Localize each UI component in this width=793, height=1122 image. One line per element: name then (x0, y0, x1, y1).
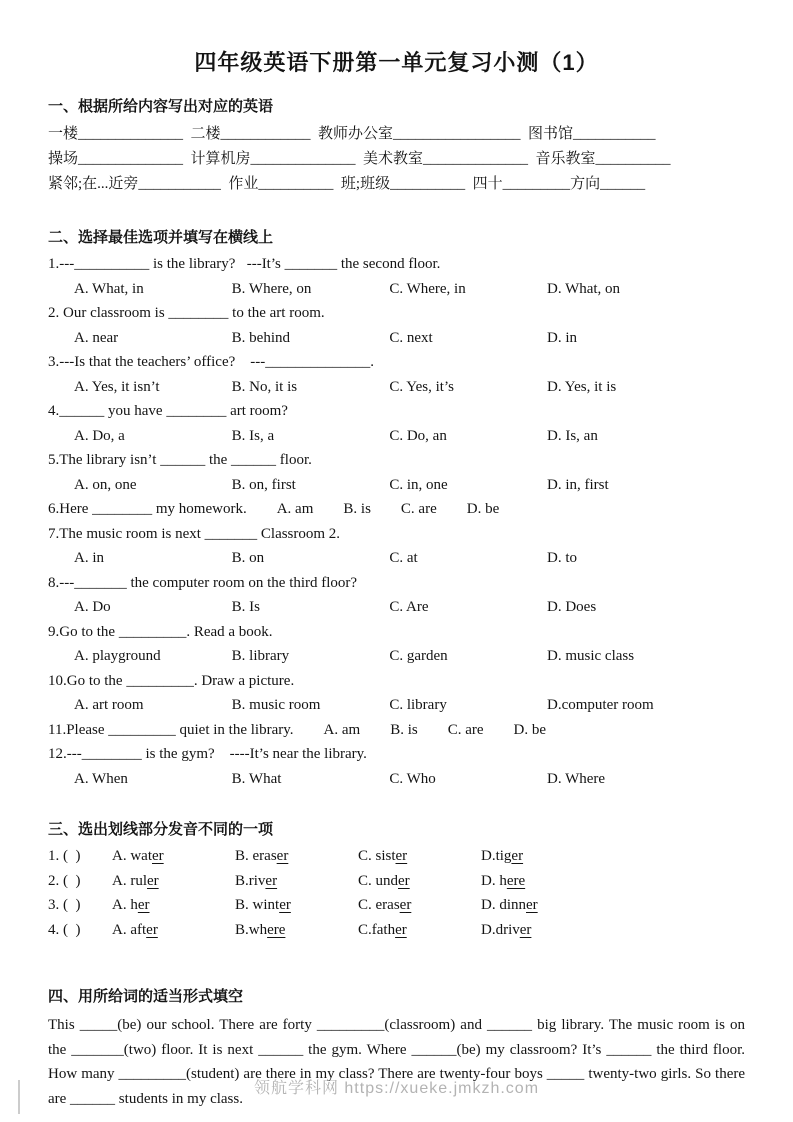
pronunciation-rows (48, 844, 745, 942)
answer-options-row (48, 693, 745, 718)
answer-option (235, 918, 358, 943)
answer-option: B. What (231, 770, 282, 787)
question-stem: 12.---________ is the gym? ----It’s near the library. (48, 746, 367, 762)
answer-option: C. library (389, 697, 447, 713)
answer-option: B. behind (231, 329, 291, 346)
answer-option (235, 893, 358, 918)
answer-option: A. in (74, 550, 104, 566)
pronunciation-row (48, 893, 745, 918)
underlined-letters: er (152, 848, 164, 864)
pronunciation-row (48, 869, 745, 894)
answer-option: A. Yes, it isn’t (74, 378, 160, 395)
option-text: C. sist (358, 848, 396, 864)
answer-option: A. am (276, 501, 314, 517)
answer-option: C. garden (389, 648, 448, 664)
answer-option: A. playground (74, 648, 161, 664)
pronunciation-row (48, 918, 745, 943)
answer-option: A. When (74, 770, 128, 787)
option-text: B.wh (235, 921, 268, 938)
question-line (48, 718, 745, 743)
answer-option (481, 844, 604, 869)
option-text: D.tig (481, 848, 512, 864)
vocab-line: 一楼______________ 二楼____________ 教师办公室_________________ 图书馆___________ (48, 126, 656, 142)
underlined-letters: er (519, 921, 532, 938)
question-stem: 10.Go to the _________. Draw a picture. (48, 672, 295, 689)
answer-option: D. Is, an (547, 427, 598, 444)
answer-option: D. in, first (547, 476, 609, 493)
vocab-line: 操场______________ 计算机房______________ 美术教室______________ 音乐教室__________ (48, 151, 671, 167)
option-text: A. wat (112, 848, 152, 864)
answer-option: B. is (343, 501, 371, 517)
option-text: B.riv (235, 872, 266, 889)
option-text: D.driv (481, 921, 520, 938)
answer-option: D. What, on (547, 280, 621, 297)
question-stem: 9.Go to the _________. Read a book. (48, 623, 273, 640)
answer-option: D. in (547, 329, 578, 346)
section-multiple-choice (48, 227, 745, 791)
answer-options-row (48, 644, 745, 669)
answer-option: D. Yes, it is (547, 378, 617, 395)
vocab-line: 紧邻;在...近旁___________ 作业__________ 班;班级__________ 四十_________方向______ (48, 176, 646, 192)
answer-option (112, 869, 235, 894)
fill-blanks-paragraph: This _____(be) our school. There are forty _________(classroom) and ______ big library. The music room is on the _______(two) floor. It is next ______ the gym. Where ______(be) my classroom? It’s ______ the third floor. How many _________(student) are there in my class? There are twenty-four boys _____ twenty-two girls. So there are ______ students in my class. (48, 1017, 745, 1107)
multiple-choice-questions (48, 252, 745, 791)
question-stem: 4.______ you have ________ art room? (48, 403, 288, 419)
answer-option: C. at (389, 550, 418, 566)
answer-option (481, 869, 604, 894)
answer-option (358, 869, 481, 894)
underlined-letters: er (137, 897, 150, 913)
page-artifact-line (18, 1080, 20, 1114)
underlined-letters: er (511, 848, 524, 864)
answer-option: B. on (231, 550, 265, 566)
question-stem: 8.---_______ the computer room on the third floor? (48, 574, 358, 591)
answer-option: C. are (400, 501, 437, 517)
answer-option: B. library (231, 648, 290, 664)
option-text: A. aft (112, 921, 147, 938)
answer-options-row (48, 767, 745, 792)
question-number: 1. ( ) (48, 848, 85, 864)
section3-heading: 三、选出划线部分发音不同的一项 (48, 821, 274, 838)
answer-option (112, 844, 235, 869)
answer-option (112, 918, 235, 943)
vocabulary-lines (48, 122, 745, 197)
option-text: A. h (112, 897, 138, 913)
question-stem: 1.---__________ is the library? ---It’s _______ the second floor. (48, 256, 441, 272)
answer-options-row (48, 326, 745, 351)
answer-option: C. Who (389, 770, 436, 787)
answer-option (358, 918, 481, 943)
answer-option: C. Do, an (389, 427, 447, 444)
underlined-letters: er (146, 921, 158, 938)
underlined-letters: er (276, 848, 289, 864)
answer-option (112, 893, 235, 918)
answer-option: D. Where (547, 770, 606, 787)
underlined-letters: er (279, 897, 291, 913)
answer-option: C. next (389, 329, 433, 346)
question-line (48, 497, 745, 522)
question-stem: 6.Here ________ my homework. (48, 501, 247, 517)
option-text: B. eras (235, 848, 277, 864)
answer-option: B. No, it is (231, 378, 298, 395)
answer-option: C. Are (389, 599, 429, 615)
answer-options-row (48, 473, 745, 498)
answer-option: D. be (466, 501, 500, 517)
underlined-letters: er (147, 872, 159, 889)
answer-option: C. Yes, it’s (389, 378, 454, 395)
answer-option: D. be (513, 721, 547, 738)
pronunciation-row (48, 844, 745, 869)
answer-option: B. Is (231, 599, 261, 615)
question-number: 3. ( ) (48, 897, 85, 913)
underlined-letters: er (398, 872, 410, 889)
watermark: 领航学科网 https://xueke.jmkzh.com (253, 1080, 540, 1097)
answer-option: B. Where, on (231, 280, 312, 297)
answer-option: A. am (323, 721, 361, 738)
underlined-letters: er (395, 848, 408, 864)
section4-heading: 四、用所给词的适当形式填空 (48, 988, 244, 1005)
answer-options-row (48, 424, 745, 449)
answer-option: C. Where, in (389, 280, 466, 297)
answer-option (235, 844, 358, 869)
answer-option (235, 869, 358, 894)
answer-option: D.computer room (547, 697, 654, 713)
option-text: D. h (481, 872, 507, 889)
underlined-letters: ere (267, 921, 286, 938)
answer-option: A. on, one (74, 476, 137, 493)
answer-option: B. music room (231, 697, 321, 713)
section1-heading: 一、根据所给内容写出对应的英语 (48, 98, 274, 115)
answer-option (481, 918, 604, 943)
question-stem: 2. Our classroom is ________ to the art room. (48, 305, 325, 321)
underlined-letters: er (399, 897, 412, 913)
option-text: D. dinn (481, 897, 526, 913)
section2-heading: 二、选择最佳选项并填写在横线上 (48, 229, 274, 246)
answer-option (481, 893, 604, 918)
question-stem: 11.Please _________ quiet in the library. (48, 721, 294, 738)
answer-option: C. in, one (389, 476, 448, 493)
question-stem: 5.The library isn’t ______ the ______ floor. (48, 452, 312, 468)
question-number: 2. ( ) (48, 872, 85, 889)
answer-option: A. Do, a (74, 427, 125, 444)
underlined-letters: er (265, 872, 278, 889)
answer-option: A. art room (74, 697, 144, 713)
underlined-letters: er (395, 921, 407, 938)
answer-options-row (48, 277, 745, 302)
question-stem: 7.The music room is next _______ Classroom 2. (48, 525, 341, 542)
answer-option: D. to (547, 550, 578, 566)
underlined-letters: er (526, 897, 538, 913)
answer-option: D. Does (547, 599, 597, 615)
answer-options-row (48, 546, 745, 571)
answer-option: A. near (74, 329, 119, 346)
answer-option: D. music class (547, 648, 635, 664)
option-text: C. und (358, 872, 399, 889)
answer-option: A. What, in (74, 280, 144, 297)
option-text: B. wint (235, 897, 280, 913)
answer-option: B. on, first (231, 476, 296, 493)
section-vocabulary (48, 96, 745, 197)
option-text: C.fath (358, 921, 396, 938)
answer-options-row (48, 375, 745, 400)
answer-option (358, 893, 481, 918)
answer-option: B. Is, a (231, 427, 275, 444)
answer-option: C. are (447, 721, 484, 738)
answer-option: A. Do (74, 599, 111, 615)
answer-option (358, 844, 481, 869)
underlined-letters: ere (506, 872, 526, 889)
answer-option: B. is (390, 721, 418, 738)
page-title: 四年级英语下册第一单元复习小测（1） (194, 50, 599, 75)
option-text: C. eras (358, 897, 400, 913)
question-number: 4. ( ) (48, 921, 85, 938)
question-stem: 3.---Is that the teachers’ office? ---______________. (48, 354, 374, 370)
option-text: A. rul (112, 872, 147, 889)
section-pronunciation (48, 819, 745, 942)
answer-options-row (48, 595, 745, 620)
